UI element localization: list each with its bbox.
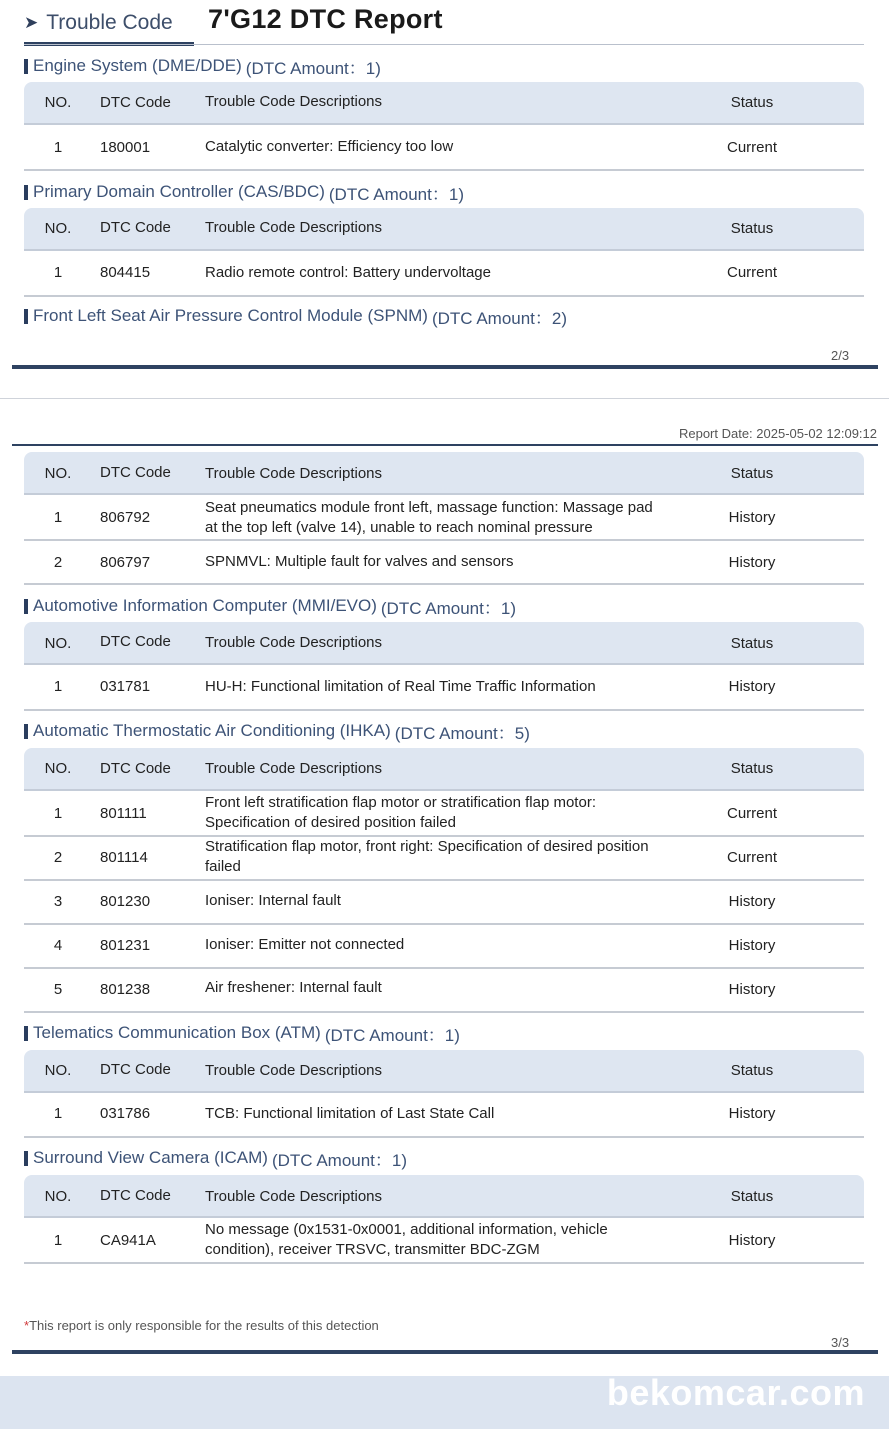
section-title-icam: Surround View Camera (ICAM) (DTC Amount：1): [24, 1147, 407, 1169]
section-marker: [24, 185, 28, 200]
col-no: NO.: [44, 94, 72, 111]
col-desc: Trouble Code Descriptions: [205, 93, 383, 110]
table-header: NO. DTC Code Trouble Code Descriptions Status: [24, 452, 864, 495]
table-row: 4 801231 Ioniser: Emitter not connected History: [24, 925, 864, 969]
footer-note: *This report is only responsible for the results of this detection: [24, 1318, 379, 1333]
table-row: 1 804415 Radio remote control: Battery undervoltage Current: [24, 251, 864, 297]
table-row: 2 801114 Stratification flap motor, front right: Specification of desired position failed Current: [24, 837, 864, 881]
section-marker: [24, 59, 28, 74]
report-title: 7'G12 DTC Report: [208, 4, 443, 34]
table-row: 5 801238 Air freshener: Internal fault History: [24, 969, 864, 1013]
section-marker: [24, 724, 28, 739]
section-title-cas-bdc: Primary Domain Controller (CAS/BDC) (DTC Amount：1): [24, 181, 464, 203]
table-row: 3 801230 Ioniser: Internal fault History: [24, 881, 864, 925]
tab-label: Trouble Code: [46, 11, 173, 34]
page-number: 2/3: [831, 348, 850, 363]
section-title-ihka: Automatic Thermostatic Air Conditioning (IHKA) (DTC Amount：5): [24, 720, 530, 742]
page-footer-rule: [12, 1350, 878, 1354]
header-divider: [24, 44, 864, 45]
table-header: NO. DTC Code Trouble Code Descriptions Status: [24, 1175, 864, 1218]
table-header: NO. DTC Code Trouble Code Descriptions Status: [24, 1050, 864, 1093]
table-row: 1 801111 Front left stratification flap motor or stratification flap motor: Specification of desired position failed Current: [24, 791, 864, 837]
section-marker: [24, 309, 28, 324]
section-title-mmi-evo: Automotive Information Computer (MMI/EVO) (DTC Amount：1): [24, 595, 516, 617]
section-marker: [24, 1026, 28, 1041]
chevron-right-icon: ➤: [24, 13, 39, 32]
section-title-spnm: Front Left Seat Air Pressure Control Module (SPNM) (DTC Amount：2): [24, 305, 567, 327]
report-date: Report Date: 2025-05-02 12:09:12: [678, 426, 877, 441]
table-row: 1 180001 Catalytic converter: Efficiency too low Current: [24, 125, 864, 171]
section-title-engine: Engine System (DME/DDE) (DTC Amount：1): [24, 55, 381, 77]
table-row: 1 031781 HU-H: Functional limitation of Real Time Traffic Information History: [24, 665, 864, 711]
watermark: bekomcar.com: [606, 1372, 865, 1413]
table-header: [24, 82, 864, 125]
table-row: 2 806797 SPNMVL: Multiple fault for valves and sensors History: [24, 541, 864, 585]
page-number: 3/3: [831, 1335, 850, 1350]
table-row: 1 031786 TCB: Functional limitation of Last State Call History: [24, 1093, 864, 1138]
table-header: NO. DTC Code Trouble Code Descriptions Status: [24, 208, 864, 251]
page-footer-rule: [12, 365, 878, 369]
table-header: NO. DTC Code Trouble Code Descriptions Status: [24, 748, 864, 791]
page-break: [0, 398, 889, 399]
section-marker: [24, 599, 28, 614]
table-row: 1 CA941A No message (0x1531-0x0001, additional information, vehicle condition), receiver TRSVC, transmitter BDC-ZGM History: [24, 1218, 864, 1264]
col-code: DTC Code: [100, 94, 171, 111]
section-title-atm: Telematics Communication Box (ATM) (DTC Amount：1): [24, 1022, 460, 1044]
page-header-rule: [12, 444, 878, 446]
table-row: 1 806792 Seat pneumatics module front left, massage function: Massage pad at the top left (valve 14), unable to reach nominal pressure History: [24, 495, 864, 541]
table-header: NO. DTC Code Trouble Code Descriptions Status: [24, 622, 864, 665]
trouble-code-tab[interactable]: [24, 8, 173, 38]
section-marker: [24, 1151, 28, 1166]
col-status: Status: [730, 94, 774, 111]
